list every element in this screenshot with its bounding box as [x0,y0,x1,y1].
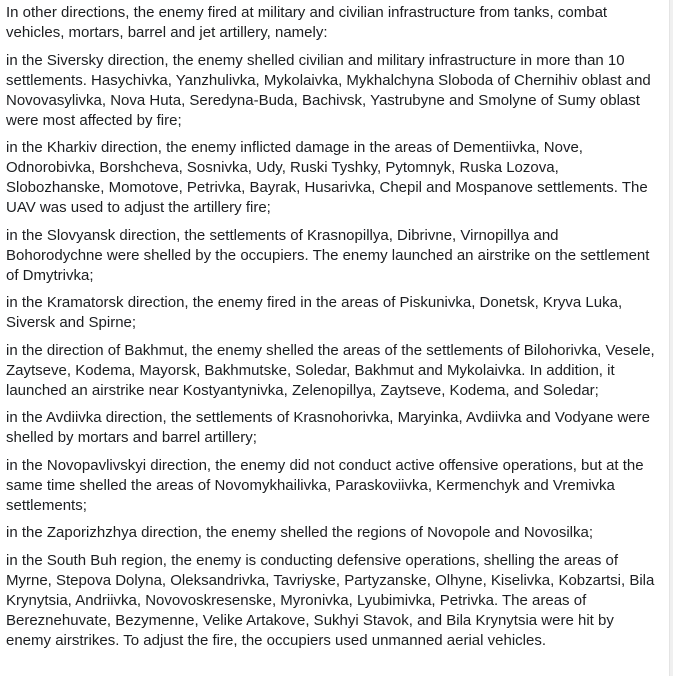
paragraph-siversky: in the Siversky direction, the enemy shelled civilian and military infrastructure in more than 10 settlements. Hasychivka, Yanzhulivka, Mykolaivka, Mykhalchyna Sloboda of Chernihiv oblast and Novovasylivka, Nova Huta, Seredyna-Buda, Bachivsk, Yastrubyne and Smolyne of Sumy oblast were most affected by fire; [6,51,651,129]
paragraph-slovyansk: in the Slovyansk direction, the settlements of Krasnopillya, Dibrivne, Virnopillya and Bohorodychne were shelled by the occupiers. The enemy launched an airstrike on the settlement of Dmytrivka; [6,226,650,284]
paragraph-zaporizhzhya: in the Zaporizhzhya direction, the enemy shelled the regions of Novopole and Novosilka; [6,524,594,541]
paragraph-kramatorsk: in the Kramatorsk direction, the enemy fired in the areas of Piskunivka, Donetsk, Kryva Luka, Siversk and Spirne; [6,294,623,331]
paragraph-kharkiv: in the Kharkiv direction, the enemy inflicted damage in the areas of Dementiivka, Nove, Odnorobivka, Borshcheva, Sosnivka, Udy, Ruski Tyshky, Pytomnyk, Ruska Lozova, Slobozhanske, Momotove, Petrivka, Bayrak, Husarivka, Chepil and Mospanove settlements. The UAV was used to adjust the artillery fire; [6,139,648,216]
paragraph-south-buh: in the South Buh region, the enemy is conducting defensive operations, shelling the areas of Myrne, Stepova Dolyna, Oleksandrivka, Tavriyske, Partyzanske, Olhyne, Kiselivka, Kobzartsi, Bila Krynytsia, Andriivka, Novovoskresenske, Myronivka, Lyubimivka, Petrivka. The areas of Bereznehuvate, Bezymenne, Velike Artakove, Sukhyi Stavok, and Bila Krynytsia were hit by enemy airstrikes. To adjust the fire, the occupiers used unmanned aerial vehicles. [6,551,655,649]
paragraph-bakhmut: in the direction of Bakhmut, the enemy shelled the areas of the settlements of Bilohorivka, Vesele, Zaytseve, Kodema, Mayorsk, Bakhmutske, Soledar, Bakhmut and Mykolaivka. In addition, it launched an airstrike near Kostyantynivka, Zelenopillya, Zaytseve, Kodema, and Soledar; [6,341,655,399]
paragraph-novopavlivskyi: in the Novopavlivskyi direction, the enemy did not conduct active offensive operations, but at the same time shelled the areas of Novomykhailivka, Paraskoviivka, Kermenchyk and Vremivka settlements; [6,456,644,514]
paragraph-avdiivka: in the Avdiivka direction, the settlements of Krasnohorivka, Maryinka, Avdiivka and Vodyane were shelled by mortars and barrel artillery; [6,409,650,446]
post-body [6,3,658,658]
paragraph-intro: In other directions, the enemy fired at military and civilian infrastructure from tanks, combat vehicles, mortars, barrel and jet artillery, namely: [6,4,608,41]
scrollbar-track[interactable] [669,0,673,676]
